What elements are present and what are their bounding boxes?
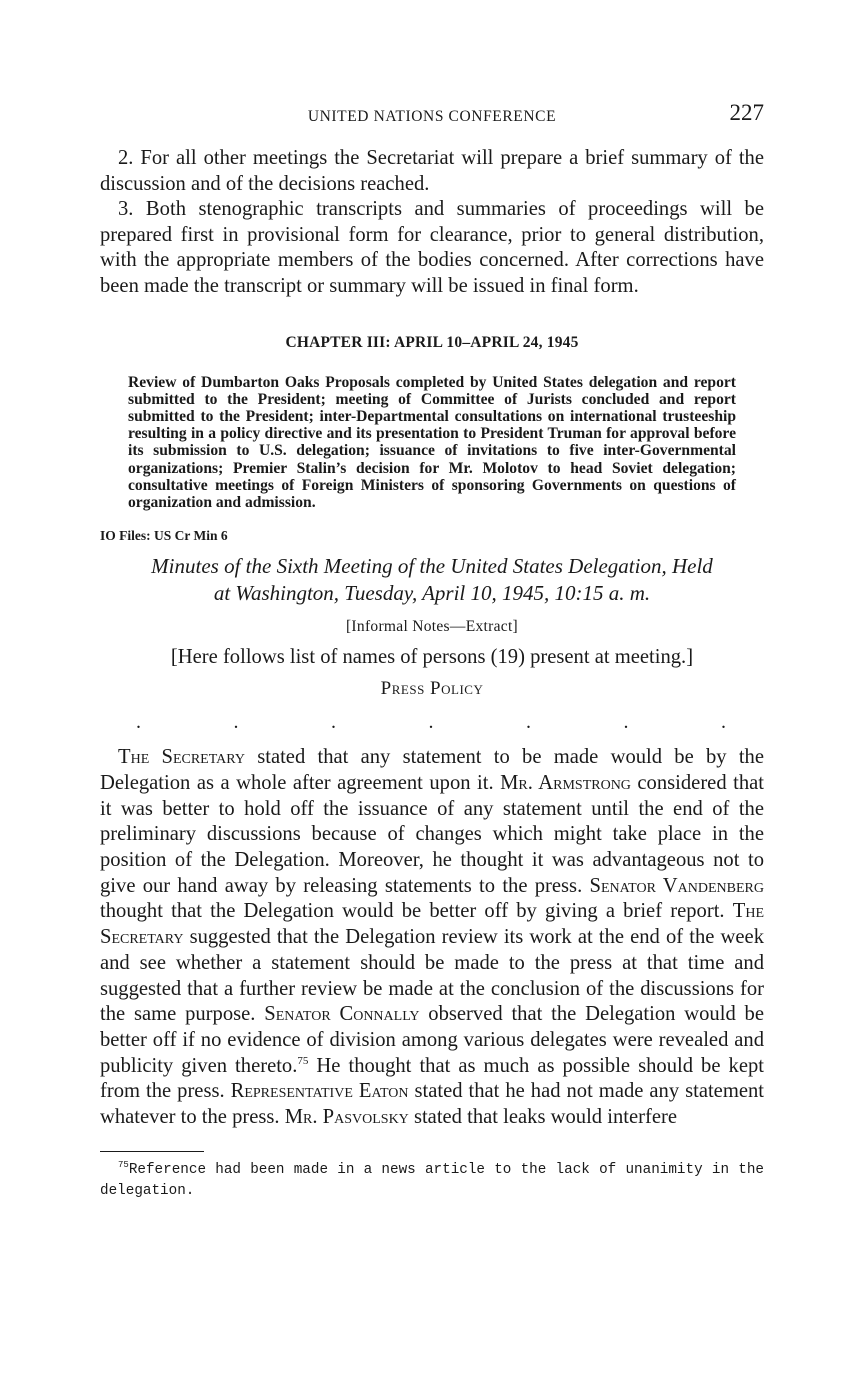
- running-title: UNITED NATIONS CONFERENCE: [307, 108, 557, 125]
- speaker-text: observed that the Delegation would be better off if no evidence of division among various delegates were revealed and publicity given thereto.: [100, 1003, 764, 1077]
- document-title-line-1: Minutes of the Sixth Meeting of the United States Delegation, Held: [151, 554, 713, 579]
- minutes-paragraph: [100, 745, 764, 1131]
- omission-dot: .: [136, 711, 141, 734]
- speaker-name: Mr. Pasvolsky: [284, 1106, 409, 1129]
- speaker-text: considered that it was better to hold off the issuance of any statement until the end of the preliminary discussions because of changes which might take place in the position of the Delegation. Moreover, he thought it was advantageous not to give our hand away by releasing statements to the press.: [100, 771, 764, 897]
- speaker-text: He thought that as much as possible should be kept from the press.: [100, 1054, 764, 1103]
- chapter-title: CHAPTER III: APRIL 10–APRIL 24, 1945: [285, 333, 579, 351]
- omission-dot: .: [331, 711, 336, 734]
- omission-dots: [100, 712, 764, 732]
- intro-paragraph-2: 2. For all other meetings the Secretariat will prepare a brief summary of the discussion and of the decisions reached.: [100, 147, 764, 195]
- speaker-name: Senator Vandenberg: [589, 874, 764, 897]
- omission-dot: .: [526, 711, 531, 734]
- speaker-name: The Secretary: [100, 900, 764, 949]
- speaker-text: stated that leaks would interfere: [408, 1106, 677, 1129]
- document-page: [100, 100, 764, 1202]
- file-reference: IO Files: US Cr Min 6: [100, 528, 228, 544]
- footnote-divider: [100, 1151, 204, 1152]
- footnote-text: Reference had been made in a news article to the lack of unanimity in the delegation.: [100, 1162, 764, 1200]
- speaker-name: The Secretary: [118, 746, 245, 769]
- page-number: 227: [729, 100, 764, 125]
- omission-dot: .: [623, 711, 629, 734]
- speaker-text: suggested that the Delegation review its work at the end of the week and see whether a statement should be made to the press at that time and suggested that a further review be made at the conclusion of the discussions for the same purpose.: [100, 926, 764, 1026]
- intro-section: [100, 146, 764, 300]
- speaker-text: stated that he had not made any statement whatever to the press.: [100, 1080, 765, 1129]
- intro-paragraph-3: 3. Both stenographic transcripts and summaries of proceedings will be prepared first in provisional form for clearance, prior to general distribution, with the appropriate members of the bodies concerned. After corrections have been made the transcript or summary will be issued in final form.: [100, 198, 764, 297]
- informal-notes-label: [Informal Notes—Extract]: [345, 618, 519, 636]
- document-title-line-2: at Washington, Tuesday, April 10, 1945, 10:15 a. m.: [213, 581, 651, 606]
- speaker-name: Mr. Armstrong: [500, 771, 631, 794]
- chapter-summary: Review of Dumbarton Oaks Proposals completed by United States delegation and report submitted to the President; meeting of Committee of Jurists concluded and report submitted to the President; inter-Departmental consultations on international trusteeship resulting in a policy directive and its presentation to President Truman for approval before its submission to U.S. delegation; issuance of invitations to five inter-Governmental organizations; Premier Stalin’s decision for Mr. Molotov to head Soviet delegation; consultative meetings of Foreign Ministers of sponsoring Governments on questions of organization and admission.: [128, 373, 736, 511]
- speaker-name: Senator Connally: [264, 1003, 420, 1026]
- footnote-mark: 75: [118, 1160, 129, 1171]
- running-head: [100, 100, 764, 132]
- speaker-text: thought that the Delegation would be better off by giving a brief report.: [100, 900, 733, 923]
- attendance-note: [Here follows list of names of persons (19) present at meeting.]: [170, 646, 694, 669]
- speaker-text: stated that any statement to be made would be by the Delegation as a whole after agreement upon it.: [100, 746, 764, 794]
- footnote-reference[interactable]: 75: [297, 1054, 309, 1067]
- omission-dot: .: [721, 711, 726, 734]
- omission-dot: .: [233, 711, 239, 734]
- document-title: [100, 553, 764, 607]
- footnote: [100, 1160, 764, 1202]
- speaker-name: Representative Eaton: [230, 1080, 409, 1103]
- omission-dot: .: [428, 711, 434, 734]
- section-heading: Press Policy: [380, 678, 484, 700]
